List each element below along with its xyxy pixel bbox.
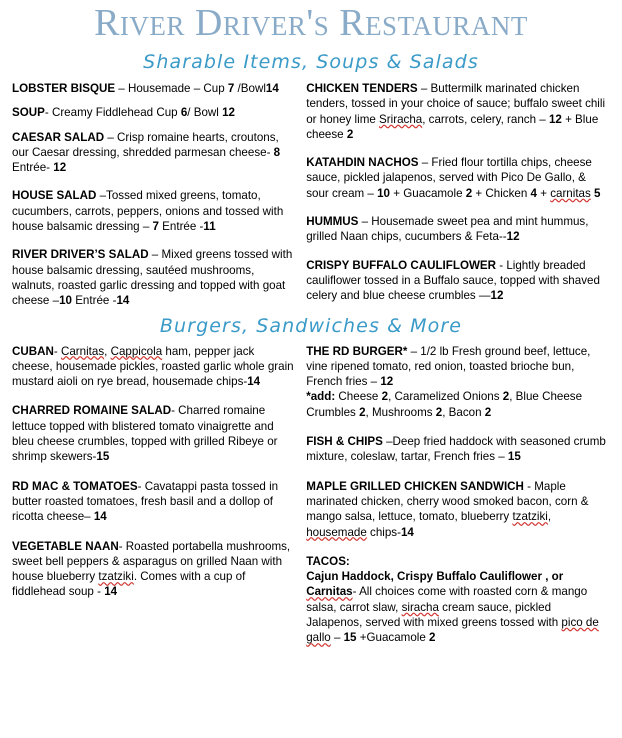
menu-item-cuban — [12, 344, 294, 390]
item-addon-price: 2 — [346, 127, 354, 141]
item-price-secondary: 14 — [116, 294, 130, 308]
section-header-burgers: Burgers, Sandwiches & More — [159, 314, 463, 337]
item-addon-price-3: 2 — [359, 405, 366, 419]
item-name: CRISPY BUFFALO CAULIFLOWER — [306, 258, 497, 272]
item-price: 8 — [273, 145, 281, 159]
item-price: 14 — [247, 375, 261, 389]
item-description: - Maple marinated chicken, cherry wood smoked bacon, corn & mango salsa, lettuce, tomato, blueberry — [306, 479, 589, 524]
spellcheck-word: Carnitas — [306, 585, 353, 599]
item-name: KATAHDIN NACHOS — [306, 156, 419, 170]
restaurant-title: River Driver's Restaurant — [94, 2, 528, 44]
item-description: – 1/2 lb Fresh ground beef, lettuce, vine ripened tomato, red onion, toasted brioche bun, French fries – — [306, 344, 591, 389]
item-name: TACOS: — [306, 554, 350, 568]
item-description-2: , carrots, celery, ranch – — [422, 112, 549, 126]
spellcheck-word: tzatziki — [98, 570, 134, 584]
item-description: – Crisp romaine hearts, croutons, our Caesar dressing, shredded parmesan cheese- — [12, 130, 279, 159]
section-1-right-column — [306, 81, 610, 304]
item-description: - Charred romaine lettuce topped with blistered tomato vinaigrette and bleu cheese crumbles, topped with grilled Ribeye or shrimp skewers- — [12, 404, 278, 464]
item-price-separator: Entrée- — [12, 161, 54, 175]
item-description-3: chips- — [366, 525, 401, 539]
item-addon-description: Cheese — [335, 390, 382, 404]
item-description-2: cream sauce, pickled Jalapenos, served with mixed greens tossed with — [306, 600, 562, 630]
menu-item-rd-mac-and-tomatoes — [12, 479, 294, 525]
menu-item-maple-grilled-chicken-sandwich — [306, 479, 610, 540]
item-addon-label: + Blue cheese — [306, 112, 599, 141]
item-price-secondary: 14 — [265, 82, 279, 95]
menu-item-fish-and-chips — [306, 434, 610, 465]
item-description: –Tossed mixed greens, tomato, cucumbers, carrots, peppers, onions and tossed with house balsamic dressing – — [12, 189, 284, 234]
item-addon-label: +Guacamole — [356, 631, 430, 645]
item-description: - Roasted portabella mushrooms, sweet bell peppers & asparagus on grilled Naan with house blueberry — [12, 539, 291, 584]
section-1-left-column — [12, 81, 306, 309]
item-name: HUMMUS — [306, 215, 359, 229]
item-price: 14 — [93, 510, 107, 524]
item-description-2: , — [547, 510, 552, 524]
item-addon-description-4: , Mushrooms — [365, 405, 436, 419]
item-description: – Housemade – Cup — [115, 82, 228, 95]
item-addon-price: 2 — [465, 186, 473, 200]
item-addon-description-5: , Bacon — [442, 405, 485, 419]
item-addon-label-3: + — [536, 186, 551, 200]
item-name: RD MAC & TOMATOES — [12, 479, 138, 493]
item-price-secondary: 12 — [53, 161, 67, 175]
item-price-secondary: 11 — [203, 220, 216, 234]
menu-item-chicken-tenders — [306, 81, 610, 142]
menu-item-crispy-buffalo-cauliflower — [306, 258, 610, 304]
menu-item-the-rd-burger — [306, 344, 610, 420]
item-description: - Cavatappi pasta tossed in butter roasted tomatoes, fresh basil and a dollop of ricotta cheese– — [12, 479, 279, 524]
item-addon-price-4: 2 — [435, 405, 443, 419]
item-price-separator: /Bowl — [234, 82, 266, 95]
item-addon-price-3: 5 — [590, 186, 601, 200]
menu-item-caesar-salad — [12, 130, 294, 176]
spellcheck-word-2: housemade — [306, 525, 367, 539]
menu-item-tacos — [306, 554, 610, 646]
section-2-columns — [0, 344, 622, 660]
item-price-separator: Entrée - — [71, 294, 117, 308]
spellcheck-word: tzatziki — [512, 510, 548, 524]
item-addon-price-2: 4 — [530, 186, 537, 200]
menu-item-katahdin-nachos — [306, 155, 610, 201]
item-description-3: – — [330, 631, 344, 645]
item-price: 10 — [59, 294, 72, 308]
item-price: 7 — [152, 220, 159, 234]
item-price: 15 — [343, 631, 357, 645]
menu-item-river-drivers-salad — [12, 247, 294, 308]
item-name: HOUSE SALAD — [12, 189, 97, 203]
item-choices: Cajun Haddock, Crispy Buffalo Cauliflower , or — [306, 570, 564, 584]
item-price: 12 — [506, 230, 520, 244]
menu-item-soup — [12, 105, 294, 120]
item-price: 12 — [548, 112, 562, 126]
item-name: CUBAN — [12, 344, 54, 358]
item-price: 14 — [400, 525, 414, 539]
item-price-secondary: 12 — [222, 106, 235, 120]
item-description: - — [53, 344, 61, 358]
item-price: 15 — [507, 450, 521, 464]
item-addon-label-2: + Chicken — [472, 186, 531, 200]
item-price-separator: / Bowl — [187, 106, 223, 120]
item-description: - Creamy Fiddlehead Cup — [44, 106, 181, 120]
item-addon-heading: *add: — [306, 390, 336, 404]
item-description: - All choices come with roasted corn & mango salsa, carrot slaw, — [306, 585, 588, 614]
item-addon-price-2: 2 — [502, 390, 510, 404]
item-name: CAESAR SALAD — [12, 130, 105, 144]
item-price: 15 — [96, 450, 110, 464]
item-price: 12 — [380, 375, 394, 389]
spellcheck-word: Sriracha — [379, 112, 423, 126]
item-addon-price: 2 — [429, 631, 436, 645]
section-1-columns — [0, 81, 622, 309]
section-header-sharable: Sharable Items, Soups & Salads — [143, 51, 479, 73]
spellcheck-word-2: siracha — [401, 600, 439, 614]
spellcheck-word: carnitas — [550, 186, 591, 200]
item-addon-description-2: , Caramelized Onions — [388, 390, 503, 404]
item-name: MAPLE GRILLED CHICKEN SANDWICH — [306, 479, 524, 493]
item-price: 7 — [227, 82, 235, 95]
item-price: 14 — [104, 585, 118, 599]
item-name: CHARRED ROMAINE SALAD — [12, 404, 172, 418]
item-price-separator: Entrée - — [158, 220, 204, 234]
item-name: THE RD BURGER* — [306, 344, 408, 358]
item-price: 12 — [490, 289, 504, 303]
spellcheck-word-2: Cappicola — [110, 344, 163, 358]
item-name: RIVER DRIVER’S SALAD — [12, 248, 149, 262]
item-description: – Mixed greens tossed with house balsamic dressing, sautéed mushrooms, walnuts, roasted garlic dressing and topped with goat cheese – — [12, 248, 293, 308]
item-description: - Lightly breaded cauliflower tossed in a Buffalo sauce, topped with shaved celery and blue cheese crumbles — — [306, 258, 600, 303]
item-description-2: , — [104, 344, 111, 358]
section-2-right-column — [306, 344, 610, 660]
section-2-left-column — [12, 344, 306, 614]
menu-item-charred-romaine-salad — [12, 403, 294, 464]
menu-item-house-salad — [12, 188, 294, 234]
item-addon-price-5: 2 — [484, 405, 492, 419]
menu-item-hummus — [306, 214, 610, 245]
item-name: VEGETABLE NAAN — [12, 539, 119, 553]
spellcheck-word-3: pico de gallo — [306, 616, 599, 645]
item-price: 10 — [377, 186, 391, 200]
item-name: CHICKEN TENDERS — [306, 82, 418, 95]
item-price: 6 — [180, 106, 188, 120]
item-addon-price: 2 — [381, 390, 389, 404]
item-name: LOBSTER BISQUE — [12, 82, 116, 95]
item-name: FISH & CHIPS — [306, 435, 383, 449]
menu-item-lobster-bisque — [12, 81, 294, 96]
item-description-3: ham, pepper jack cheese, housemade pickles, roasted garlic whole grain mustard aioli on rye bread, housemade chips- — [12, 344, 294, 389]
menu-item-vegetable-naan — [12, 539, 294, 600]
item-description: – Fried flour tortilla chips, cheese sauce, pickled jalapenos, served with Pico De Gallo, & sour cream – — [306, 156, 592, 200]
item-addon-description-3: , Blue Cheese Crumbles — [306, 390, 583, 419]
item-name: SOUP — [12, 106, 45, 120]
item-description: – Housemade sweet pea and mint hummus, grilled Naan chips, cucumbers & Feta-- — [306, 215, 589, 244]
item-addon-label: + Guacamole — [390, 186, 466, 200]
item-description-2: . Comes with a cup of fiddlehead soup - — [12, 570, 246, 599]
item-description: – Buttermilk marinated chicken tenders, tossed in your choice of sauce; buffalo sweet chili or honey lime — [306, 82, 606, 126]
item-description: –Deep fried haddock with seasoned crumb mixture, coleslaw, tartar, French fries – — [306, 435, 606, 464]
masthead — [0, 0, 622, 42]
spellcheck-word: Carnitas — [60, 344, 105, 358]
